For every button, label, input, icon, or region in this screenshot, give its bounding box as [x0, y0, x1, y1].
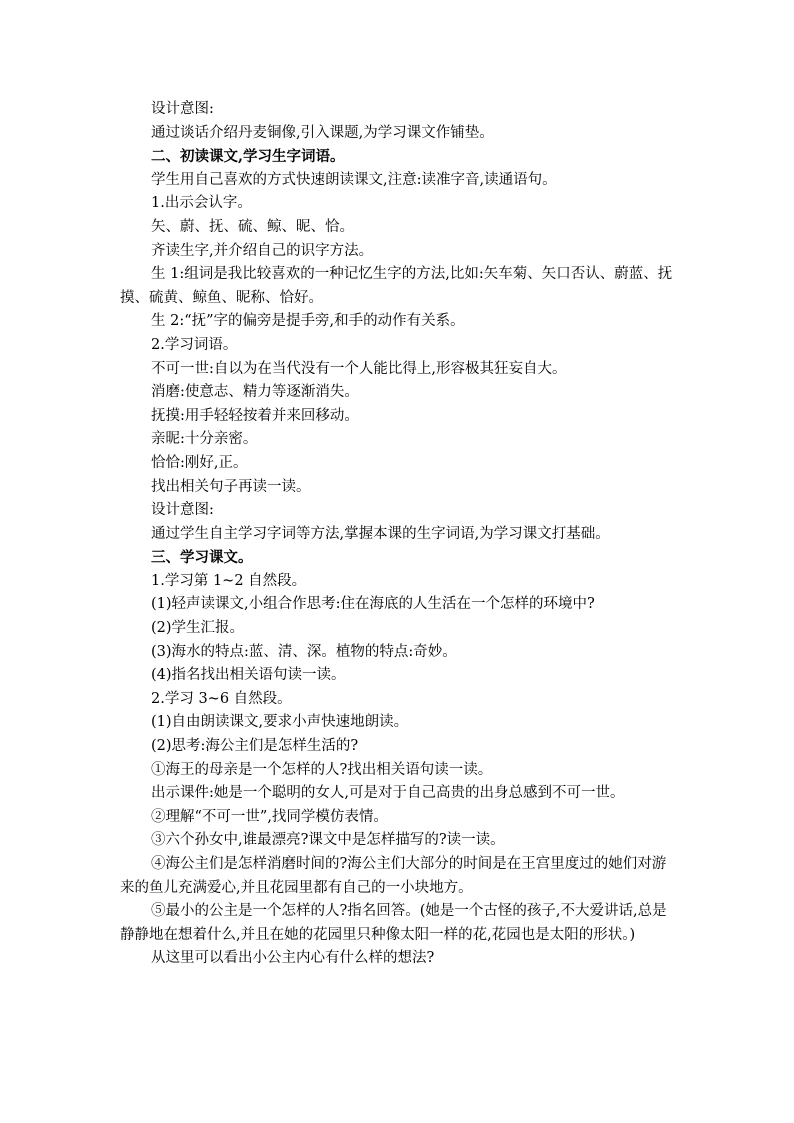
- paragraph: ④海公主们是怎样消磨时间的?海公主们大部分的时间是在王宫里度过的她们对游来的鱼儿充满爱心,并且花园里都有自己的一小块地方。: [120, 856, 667, 896]
- paragraph: 矢、蔚、抚、硫、鲸、昵、恰。: [151, 218, 354, 235]
- paragraph: 通过谈话介绍丹麦铜像,引入课题,为学习课文作铺垫。: [151, 124, 494, 141]
- paragraph: 出示课件:她是一个聪明的女人,可是对于自己高贵的出身总感到不可一世。: [151, 785, 625, 802]
- paragraph: ②理解“不可一世”,找同学模仿表情。: [151, 808, 388, 825]
- paragraph: ③六个孙女中,谁最漂亮?课文中是怎样描写的?读一读。: [151, 832, 505, 849]
- paragraph: 2.学习词语。: [151, 336, 238, 353]
- paragraph: 1.学习第 1~2 自然段。: [151, 572, 307, 589]
- paragraph: (4)指名找出相关语句读一读。: [151, 667, 346, 684]
- paragraph: 从这里可以看出小公主内心有什么样的想法?: [151, 950, 435, 967]
- section-heading: 二、初读课文,学习生字词语。: [151, 148, 345, 166]
- paragraph: (2)思考:海公主们是怎样生活的?: [151, 738, 359, 755]
- section-heading: 三、学习课文。: [151, 549, 253, 567]
- paragraph: 消磨:使意志、精力等逐渐消失。: [151, 384, 359, 401]
- paragraph: (1)自由朗读课文,要求小声快速地朗读。: [151, 714, 409, 731]
- paragraph: 学生用自己喜欢的方式快速朗读课文,注意:读准字音,读通语句。: [151, 171, 557, 188]
- paragraph: 通过学生自主学习字词等方法,掌握本课的生字词语,为学习课文打基础。: [151, 525, 610, 542]
- paragraph: (3)海水的特点:蓝、清、深。植物的特点:奇妙。: [151, 643, 457, 660]
- paragraph: 恰恰:刚好,正。: [151, 454, 248, 471]
- paragraph: 找出相关句子再读一读。: [151, 478, 311, 495]
- paragraph: 齐读生字,并介绍自己的识字方法。: [151, 242, 374, 259]
- paragraph: (1)轻声读课文,小组合作思考:住在海底的人生活在一个怎样的环境中?: [151, 596, 595, 613]
- document-body: [120, 98, 680, 971]
- paragraph: 生 1:组词是我比较喜欢的一种记忆生字的方法,比如:矢车菊、矢口否认、蔚蓝、抚摸、硫黄、鲸鱼、昵称、恰好。: [120, 266, 673, 306]
- paragraph: 2.学习 3~6 自然段。: [151, 690, 292, 707]
- paragraph: ⑤最小的公主是一个怎样的人?指名回答。(她是一个古怪的孩子,不大爱讲话,总是静静地在想着什么,并且在她的花园里只种像太阳一样的花,花园也是太阳的形状。): [120, 903, 667, 943]
- paragraph: 1.出示会认字。: [151, 195, 252, 212]
- paragraph: ①海王的母亲是一个怎样的人?找出相关语句读一读。: [151, 761, 493, 778]
- paragraph: 设计意图:: [151, 101, 214, 117]
- paragraph: 不可一世:自以为在当代没有一个人能比得上,形容极其狂妄自大。: [151, 360, 567, 377]
- paragraph: 抚摸:用手轻轻按着并来回移动。: [151, 407, 359, 424]
- paragraph: (2)学生汇报。: [151, 620, 245, 637]
- paragraph: 设计意图:: [151, 502, 214, 519]
- paragraph: 亲昵:十分亲密。: [151, 431, 258, 448]
- paragraph: 生 2:“抚”字的偏旁是提手旁,和手的动作有关系。: [151, 313, 465, 330]
